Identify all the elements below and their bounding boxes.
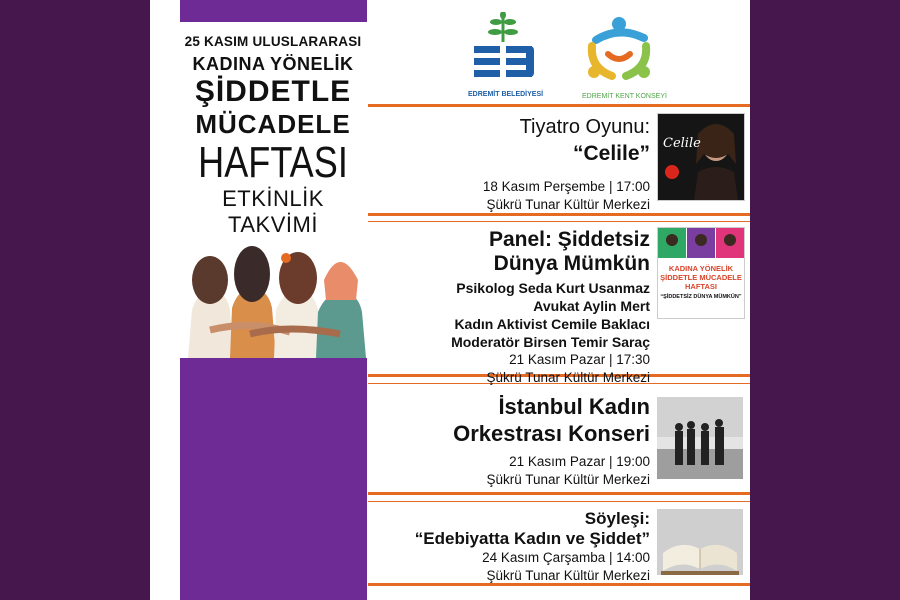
eb-logo-icon [468, 12, 538, 84]
kk-logo-caption: EDREMİT KENT KONSEYİ [582, 93, 667, 100]
event-place: Şükrü Tunar Kültür Merkezi [486, 472, 650, 487]
title-line-2: KADINA YÖNELİK [192, 54, 354, 74]
kk-logo-icon [582, 16, 657, 86]
celile-thumb-title: Celile [663, 136, 701, 151]
poster [150, 0, 750, 600]
event-panel [368, 228, 650, 387]
event-date: 18 Kasım Perşembe | 17:00 [482, 179, 650, 194]
event-concert [368, 393, 650, 489]
speaker-3: Kadın Aktivist Cemile Baklacı [454, 316, 650, 332]
event-title-line-1: Panel: Şiddetsiz [488, 228, 650, 251]
event-title-line-2: Orkestrası Konseri [453, 421, 650, 446]
panel-thumb-heading: KADINA YÖNELİK ŞİDDETLE MÜCADELE HAFTASI [660, 264, 742, 291]
title-line-3: ŞİDDETLE [194, 75, 352, 108]
event-title-line-1: Söyleşi: [584, 509, 650, 528]
book-photo-thumbnail [657, 509, 743, 575]
event-place: Şükrü Tunar Kültür Merkezi [486, 370, 650, 385]
event-date: 21 Kasım Pazar | 19:00 [509, 454, 650, 469]
event-title-line-1: Tiyatro Oyunu: [519, 116, 650, 138]
panel-poster-thumbnail [657, 227, 745, 319]
title-line-1: 25 KASIM ULUSLARARASI [184, 34, 362, 49]
eb-logo-caption: EDREMİT BELEDİYESİ [468, 91, 544, 98]
title-line-4: MÜCADELE [195, 109, 351, 139]
celile-poster-thumbnail [657, 113, 745, 201]
purple-band-bottom [180, 358, 367, 600]
event-title-line-2: “Edebiyatta Kadın ve Şiddet” [414, 529, 650, 548]
orchestra-photo-thumbnail [657, 397, 743, 479]
divider [368, 104, 750, 107]
event-place: Şükrü Tunar Kültür Merkezi [486, 197, 650, 212]
speaker-2: Avukat Aylin Mert [533, 298, 650, 314]
speaker-4: Moderatör Birsen Temir Saraç [451, 334, 650, 350]
divider [368, 492, 750, 495]
purple-band-top [180, 0, 367, 22]
edremit-municipality-logo [468, 12, 544, 100]
divider [368, 501, 750, 502]
title-line-5: HAFTASI [198, 138, 348, 187]
women-illustration [180, 240, 370, 358]
title-line-6: ETKİNLİK TAKVİMİ [222, 186, 324, 237]
city-council-logo [582, 16, 667, 100]
event-place: Şükrü Tunar Kültür Merkezi [486, 568, 650, 583]
panel-thumb-subtitle: “ŞİDDETSİZ DÜNYA MÜMKÜN” [660, 294, 742, 300]
event-date: 21 Kasım Pazar | 17:30 [509, 352, 650, 367]
event-talk [368, 509, 650, 585]
divider [368, 221, 750, 222]
event-title-line-1: İstanbul Kadın [498, 394, 650, 419]
event-theatre [368, 116, 650, 214]
event-date: 24 Kasım Çarşamba | 14:00 [482, 550, 650, 565]
left-title-block [176, 34, 370, 238]
event-title-line-2: Dünya Mümkün [493, 252, 650, 275]
event-title-line-2: “Celile” [572, 142, 650, 165]
speaker-1: Psikolog Seda Kurt Usanmaz [456, 280, 650, 296]
